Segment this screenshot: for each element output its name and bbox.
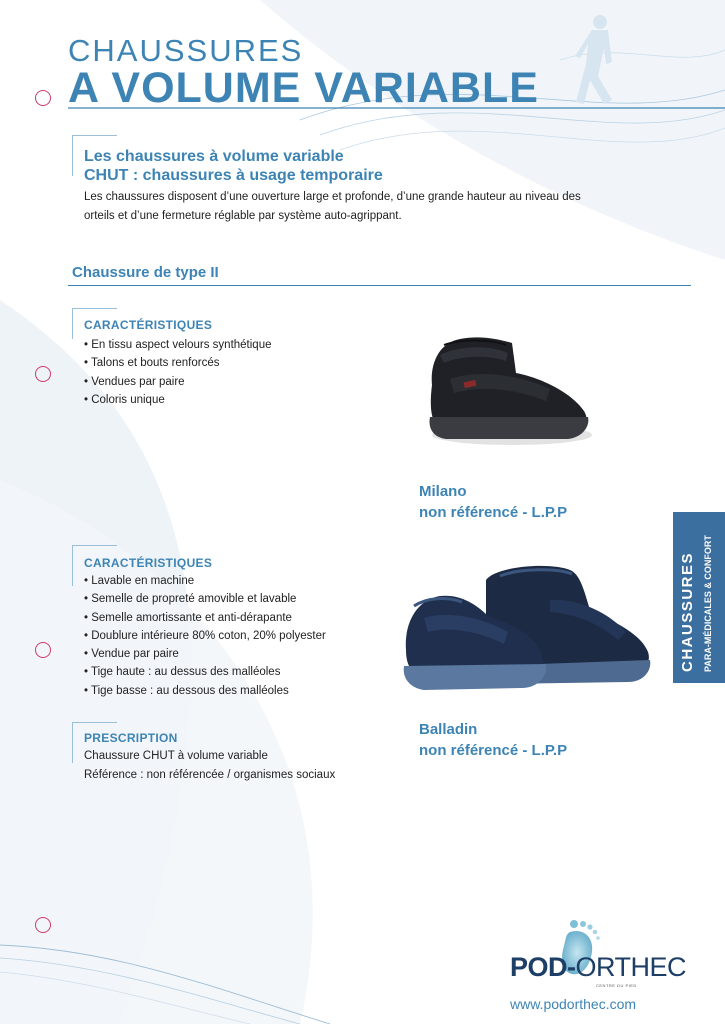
- binder-hole-icon: [35, 90, 51, 106]
- product1-name: Milano: [419, 483, 467, 500]
- product2-features: [84, 572, 326, 700]
- product1-features: [84, 336, 272, 409]
- list-item: • Lavable en machine: [84, 575, 195, 587]
- intro-text-line1: Les chaussures disposent d’une ouverture large et profonde, d’une grande hauteur au niveau des: [84, 191, 581, 203]
- intro-text-line2: orteils et d’une fermeture réglable par système auto-agrippant.: [84, 210, 402, 222]
- list-item: • Vendues par paire: [84, 375, 185, 388]
- product2-reference: non référencé - L.P.P: [419, 742, 568, 759]
- list-item: • Tige haute : au dessus des malléoles: [84, 666, 281, 679]
- prescription-caption: PRESCRIPTION: [84, 731, 178, 745]
- section-divider: [68, 285, 691, 286]
- page-title-line1: CHAUSSURES: [68, 33, 304, 68]
- binder-hole-icon: [35, 366, 51, 382]
- product2-name: Balladin: [419, 721, 478, 738]
- list-item: • Tige basse : au dessous des malléoles: [84, 684, 289, 697]
- brand-logo: [510, 952, 686, 983]
- intro-heading: Les chaussures à volume variable: [84, 148, 344, 165]
- website-url: www.podorthec.com: [510, 996, 637, 1012]
- intro-subheading: CHUT : chaussures à usage temporaire: [84, 167, 383, 184]
- list-item: • Semelle de propreté amovible et lavable: [84, 593, 297, 606]
- list-item: • Talons et bouts renforcés: [84, 357, 220, 370]
- list-item: • Vendue par paire: [84, 648, 179, 661]
- page-title-line2: A VOLUME VARIABLE: [68, 64, 539, 112]
- balladin-shoes-image: [400, 560, 660, 700]
- list-item: • Coloris unique: [84, 393, 165, 406]
- logo-subtitle: CENTRE DU PIED: [596, 983, 637, 988]
- binder-hole-icon: [35, 642, 51, 658]
- prescription-line2: Référence : non référencée / organismes sociaux: [84, 769, 336, 781]
- list-item: • Semelle amortissante et anti-dérapante: [84, 611, 292, 624]
- list-item: • En tissu aspect velours synthétique: [84, 339, 272, 351]
- category-side-tab: [673, 512, 725, 683]
- product2-caption: CARACTÉRISTIQUES: [84, 556, 213, 570]
- side-tab-label: CHAUSSURES: [679, 551, 696, 672]
- section-title: Chaussure de type II: [72, 264, 219, 281]
- binder-hole-icon: [35, 917, 51, 933]
- list-item: • Doublure intérieure 80% coton, 20% polyester: [84, 629, 326, 642]
- logo-text-part2: ORTHEC: [575, 952, 687, 982]
- logo-text-part1: POD-: [510, 952, 576, 982]
- milano-shoe-image: [420, 325, 595, 455]
- prescription-line1: Chaussure CHUT à volume variable: [84, 750, 268, 762]
- side-tab-sublabel: PARA-MÉDICALES & CONFORT: [703, 535, 713, 672]
- product1-reference: non référencé - L.P.P: [419, 504, 568, 521]
- product1-caption: CARACTÉRISTIQUES: [84, 318, 213, 332]
